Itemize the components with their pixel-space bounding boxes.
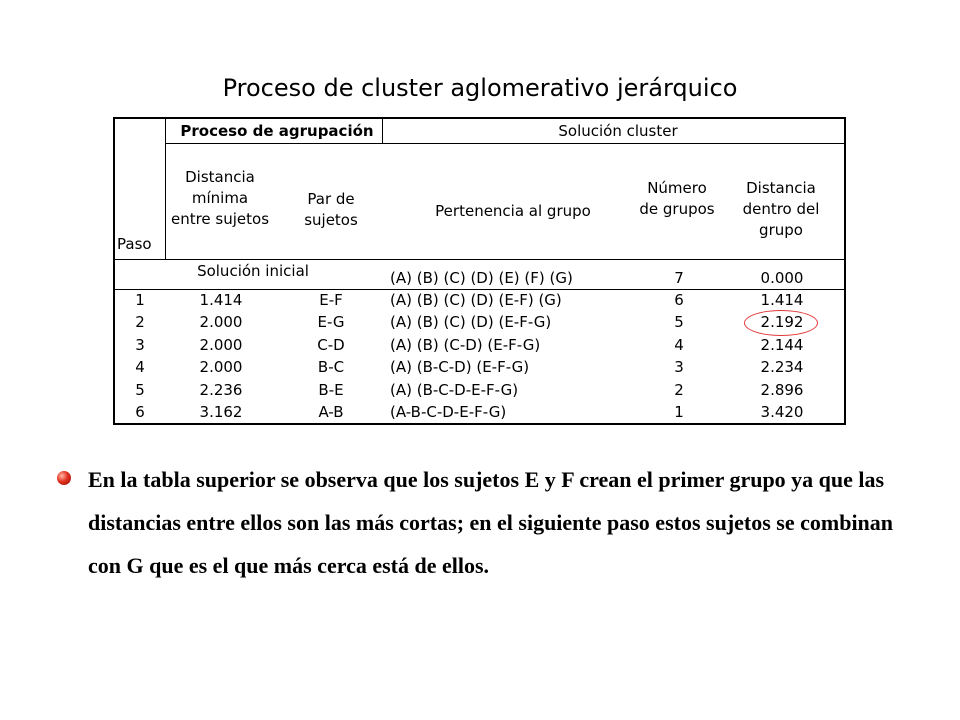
cell-numero: 2 [674,381,684,399]
cell-par: E-F [319,291,343,309]
group-header-solucion: Solución cluster [558,122,678,140]
cell-paso: 5 [135,381,145,399]
bullet-icon [57,471,71,485]
cell-distancia: 2.000 [199,313,243,331]
cell-par: E-G [317,313,345,331]
cell-par: B-C [317,358,345,376]
cell-dentro: 3.420 [760,403,804,421]
cell-distancia: 2.000 [199,358,243,376]
cell-dentro: 2.234 [760,358,804,376]
col-header-distancia-dentro: Distancia dentro del grupo [742,179,820,239]
cell-distancia: 2.236 [199,381,243,399]
cell-paso: 1 [135,291,145,309]
cell-pertenencia: (A) (B) (C-D) (E-F-G) [390,336,541,354]
explanation-paragraph: En la tabla superior se observa que los sujetos E y F crean el primer grupo ya que las distancias entre ellos son las más cortas; en el siguiente paso estos sujetos se combinan con G que es el que más cerca está de ellos. [88,467,894,578]
cell-paso: 4 [135,358,145,376]
cell-numero: 3 [674,358,684,376]
header-divider [165,143,846,144]
initial-label: Solución inicial [197,262,309,280]
cell-pertenencia: (A) (B-C-D-E-F-G) [390,381,519,399]
cell-numero: 5 [674,313,684,331]
cell-numero: 6 [674,291,684,309]
cell-dentro: 2.192 [760,313,804,331]
col-header-numero: Número de grupos [639,179,715,218]
col-header-par: Par de sujetos [304,190,358,229]
cell-dentro: 2.144 [760,336,804,354]
cell-paso: 3 [135,336,145,354]
cell-par: C-D [317,336,345,354]
group-header-proceso: Proceso de agrupación [180,122,374,140]
cell-pertenencia: (A) (B) (C) (D) (E-F) (G) [390,291,562,309]
cell-dentro: 2.896 [760,381,804,399]
cell-numero: 4 [674,336,684,354]
col-header-paso: Paso [117,235,152,253]
cell-paso: 2 [135,313,145,331]
col-header-pertenencia: Pertenencia al grupo [435,202,591,220]
highlight-circle [744,310,818,336]
cell-pertenencia: (A-B-C-D-E-F-G) [390,403,507,421]
cell-distancia: 3.162 [199,403,243,421]
col-header-distancia-minima: Distancia mínima entre sujetos [170,168,270,228]
cell-pertenencia: (A) (B-C-D) (E-F-G) [390,358,530,376]
group-divider [382,117,383,143]
cell-par: B-E [318,381,344,399]
cell-dentro: 1.414 [760,291,804,309]
cell-paso: 6 [135,403,145,421]
cell-distancia: 1.414 [199,291,243,309]
cell-distancia: 2.000 [199,336,243,354]
paso-column-divider [165,117,166,259]
initial-bottom-line [113,289,846,290]
cell-par: A-B [318,403,344,421]
page-title: Proceso de cluster aglomerativo jerárquico [222,74,738,102]
initial-pertenencia: (A) (B) (C) (D) (E) (F) (G) [390,269,573,287]
initial-distancia-dentro: 0.000 [760,269,804,287]
cell-pertenencia: (A) (B) (C) (D) (E-F-G) [390,313,552,331]
initial-numero: 7 [674,269,684,287]
cell-numero: 1 [674,403,684,421]
header-bottom-line [113,259,846,260]
